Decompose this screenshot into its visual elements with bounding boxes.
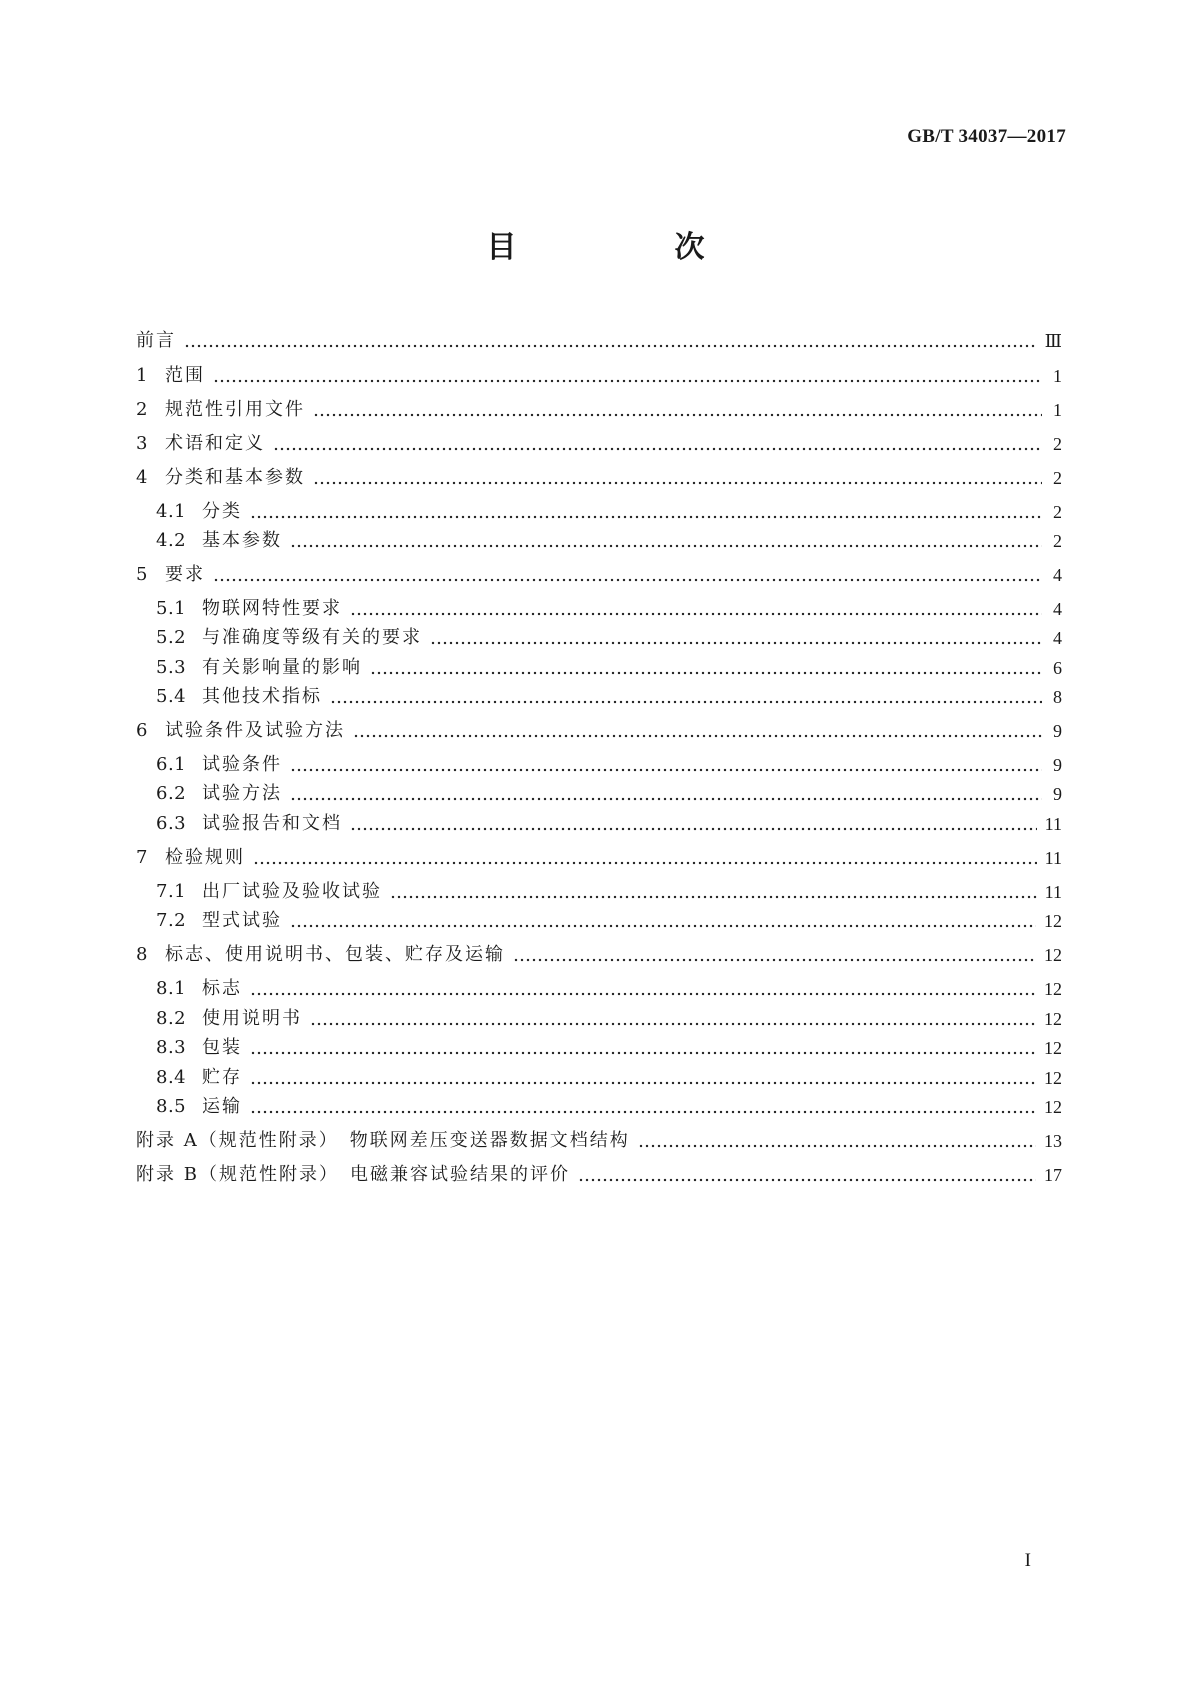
toc-dot-leader (290, 544, 1042, 548)
toc-section-title: 基本参数 (202, 530, 282, 551)
toc-page-number: 2 (1053, 468, 1062, 488)
toc-section-title: 附录 B（规范性附录） 电磁兼容试验结果的评价 (136, 1164, 570, 1185)
toc-dot-leader (273, 447, 1042, 451)
toc-dot-leader (330, 700, 1042, 704)
toc-section-title: 术语和定义 (165, 433, 265, 454)
toc-dot-leader (350, 827, 1037, 831)
toc-section-title: 分类和基本参数 (165, 467, 305, 488)
toc-subentry (156, 684, 1062, 710)
toc-dot-leader (250, 1081, 1036, 1085)
toc-section-title: 出厂试验及验收试验 (202, 881, 382, 902)
toc-entry (136, 1162, 1062, 1188)
toc-page-number: 8 (1053, 687, 1062, 707)
toc-dot-leader (250, 1051, 1036, 1055)
toc-subentry (156, 781, 1062, 807)
toc-subentry (156, 596, 1062, 622)
toc-page-number: 2 (1053, 531, 1062, 551)
toc-section-number: 8.4 (156, 1067, 187, 1088)
toc-subentry (156, 1006, 1062, 1032)
toc-dot-leader (250, 992, 1036, 996)
toc-dot-leader (253, 861, 1037, 865)
toc-section-number: 5 (136, 564, 148, 585)
toc-dot-leader (213, 379, 1042, 383)
toc-subentry (156, 499, 1062, 525)
toc-section-title: 物联网特性要求 (202, 598, 342, 619)
toc-section-number: 5.2 (156, 627, 187, 648)
toc-subentry (156, 625, 1062, 651)
toc-section-number: 2 (136, 399, 148, 420)
toc-page-number: 12 (1044, 1097, 1062, 1117)
toc-section-number: 4 (136, 467, 148, 488)
toc-page-number: 13 (1044, 1131, 1062, 1151)
toc-dot-leader (350, 612, 1042, 616)
toc-page-number: 9 (1053, 721, 1062, 741)
toc-entry (136, 942, 1062, 968)
toc-section-title: 附录 A（规范性附录） 物联网差压变送器数据文档结构 (136, 1130, 630, 1151)
toc-section-number: 8 (136, 944, 148, 965)
toc-page-number: 1 (1053, 366, 1062, 386)
toc-section-number: 5.1 (156, 598, 187, 619)
toc-section-title: 型式试验 (202, 910, 282, 931)
toc-section-number: 8.2 (156, 1008, 187, 1029)
toc-page-number: 4 (1053, 565, 1062, 585)
toc-entry (136, 718, 1062, 744)
toc-section-title: 标志、使用说明书、包装、贮存及运输 (165, 944, 505, 965)
toc-section-number: 8.1 (156, 978, 187, 999)
toc-dot-leader (578, 1178, 1036, 1182)
toc-entry (136, 431, 1062, 457)
toc-section-number: 4.2 (156, 530, 187, 551)
toc-section-title: 运输 (202, 1096, 242, 1117)
toc-page-number: 12 (1044, 1009, 1062, 1029)
toc-entry (136, 328, 1062, 354)
toc-section-number: 5.3 (156, 657, 187, 678)
toc-subentry (156, 1065, 1062, 1091)
toc-section-title: 要求 (165, 564, 205, 585)
toc-section-number: 6.1 (156, 754, 187, 775)
toc-page-number: 12 (1044, 1068, 1062, 1088)
toc-dot-leader (313, 413, 1042, 417)
toc-section-title: 试验报告和文档 (202, 813, 342, 834)
toc-section-title: 范围 (165, 365, 205, 386)
toc-section-title: 有关影响量的影响 (202, 657, 362, 678)
toc-subentry (156, 811, 1062, 837)
toc-section-number: 6 (136, 720, 148, 741)
toc-entry (136, 1128, 1062, 1154)
toc-section-title: 其他技术指标 (202, 686, 322, 707)
toc-page-number: 9 (1053, 784, 1062, 804)
toc-entry (136, 845, 1062, 871)
toc-section-number: 7.1 (156, 881, 187, 902)
toc-page-number: 9 (1053, 755, 1062, 775)
toc-entry (136, 363, 1062, 389)
toc-dot-leader (213, 578, 1042, 582)
toc-section-title: 前言 (136, 330, 176, 351)
toc-subentry (156, 1035, 1062, 1061)
toc-dot-leader (390, 895, 1037, 899)
toc-section-title: 贮存 (202, 1067, 242, 1088)
toc-dot-leader (370, 671, 1042, 675)
toc-dot-leader (638, 1144, 1036, 1148)
toc-dot-leader (250, 515, 1042, 519)
toc-section-title: 规范性引用文件 (165, 399, 305, 420)
toc-page-number: 11 (1044, 814, 1062, 834)
toc-page-number: 11 (1044, 848, 1062, 868)
toc-section-number: 8.3 (156, 1037, 187, 1058)
toc-section-title: 试验方法 (202, 783, 282, 804)
toc-dot-leader (290, 797, 1042, 801)
page-number: I (1024, 1550, 1031, 1571)
toc-page-number: 12 (1044, 911, 1062, 931)
toc-page-number: 2 (1053, 434, 1062, 454)
page-title: 目 次 (486, 230, 769, 265)
toc-section-title: 检验规则 (165, 847, 245, 868)
toc-page-number: 17 (1044, 1165, 1062, 1185)
toc-dot-leader (513, 958, 1036, 962)
toc-page-number: 12 (1044, 979, 1062, 999)
toc-dot-leader (353, 734, 1042, 738)
toc-section-title: 使用说明书 (202, 1008, 302, 1029)
toc-section-number: 6.2 (156, 783, 187, 804)
toc-subentry (156, 908, 1062, 934)
toc-dot-leader (310, 1022, 1036, 1026)
toc-page-number: 11 (1044, 882, 1062, 902)
toc-section-title: 标志 (202, 978, 242, 999)
toc-section-number: 7 (136, 847, 148, 868)
toc-page-number: 12 (1044, 1038, 1062, 1058)
toc-entry (136, 397, 1062, 423)
toc-section-number: 4.1 (156, 501, 187, 522)
toc-page-number: Ⅲ (1044, 331, 1062, 351)
toc-section-title: 与准确度等级有关的要求 (202, 627, 422, 648)
toc-dot-leader (184, 344, 1037, 348)
toc-subentry (156, 655, 1062, 681)
toc-section-title: 分类 (202, 501, 242, 522)
toc-page-number: 4 (1053, 599, 1062, 619)
toc-page-number: 2 (1053, 502, 1062, 522)
toc-entry (136, 465, 1062, 491)
toc-subentry (156, 752, 1062, 778)
toc-section-number: 7.2 (156, 910, 187, 931)
toc-page-number: 1 (1053, 400, 1062, 420)
standard-code: GB/T 34037—2017 (907, 126, 1066, 147)
toc-page-number: 12 (1044, 945, 1062, 965)
toc-dot-leader (250, 1110, 1036, 1114)
toc-dot-leader (313, 481, 1042, 485)
toc-entry (136, 562, 1062, 588)
toc-dot-leader (290, 924, 1036, 928)
toc-section-title: 包装 (202, 1037, 242, 1058)
toc-subentry (156, 1094, 1062, 1120)
toc-dot-leader (290, 768, 1042, 772)
toc-section-number: 6.3 (156, 813, 187, 834)
toc-subentry (156, 879, 1062, 905)
toc-page-number: 6 (1053, 658, 1062, 678)
toc-subentry (156, 528, 1062, 554)
toc-section-number: 3 (136, 433, 148, 454)
toc-dot-leader (430, 641, 1042, 645)
toc-section-number: 1 (136, 365, 148, 386)
toc-page-number: 4 (1053, 628, 1062, 648)
toc-section-title: 试验条件及试验方法 (165, 720, 345, 741)
toc-section-number: 5.4 (156, 686, 187, 707)
toc-section-title: 试验条件 (202, 754, 282, 775)
toc-subentry (156, 976, 1062, 1002)
toc-section-number: 8.5 (156, 1096, 187, 1117)
